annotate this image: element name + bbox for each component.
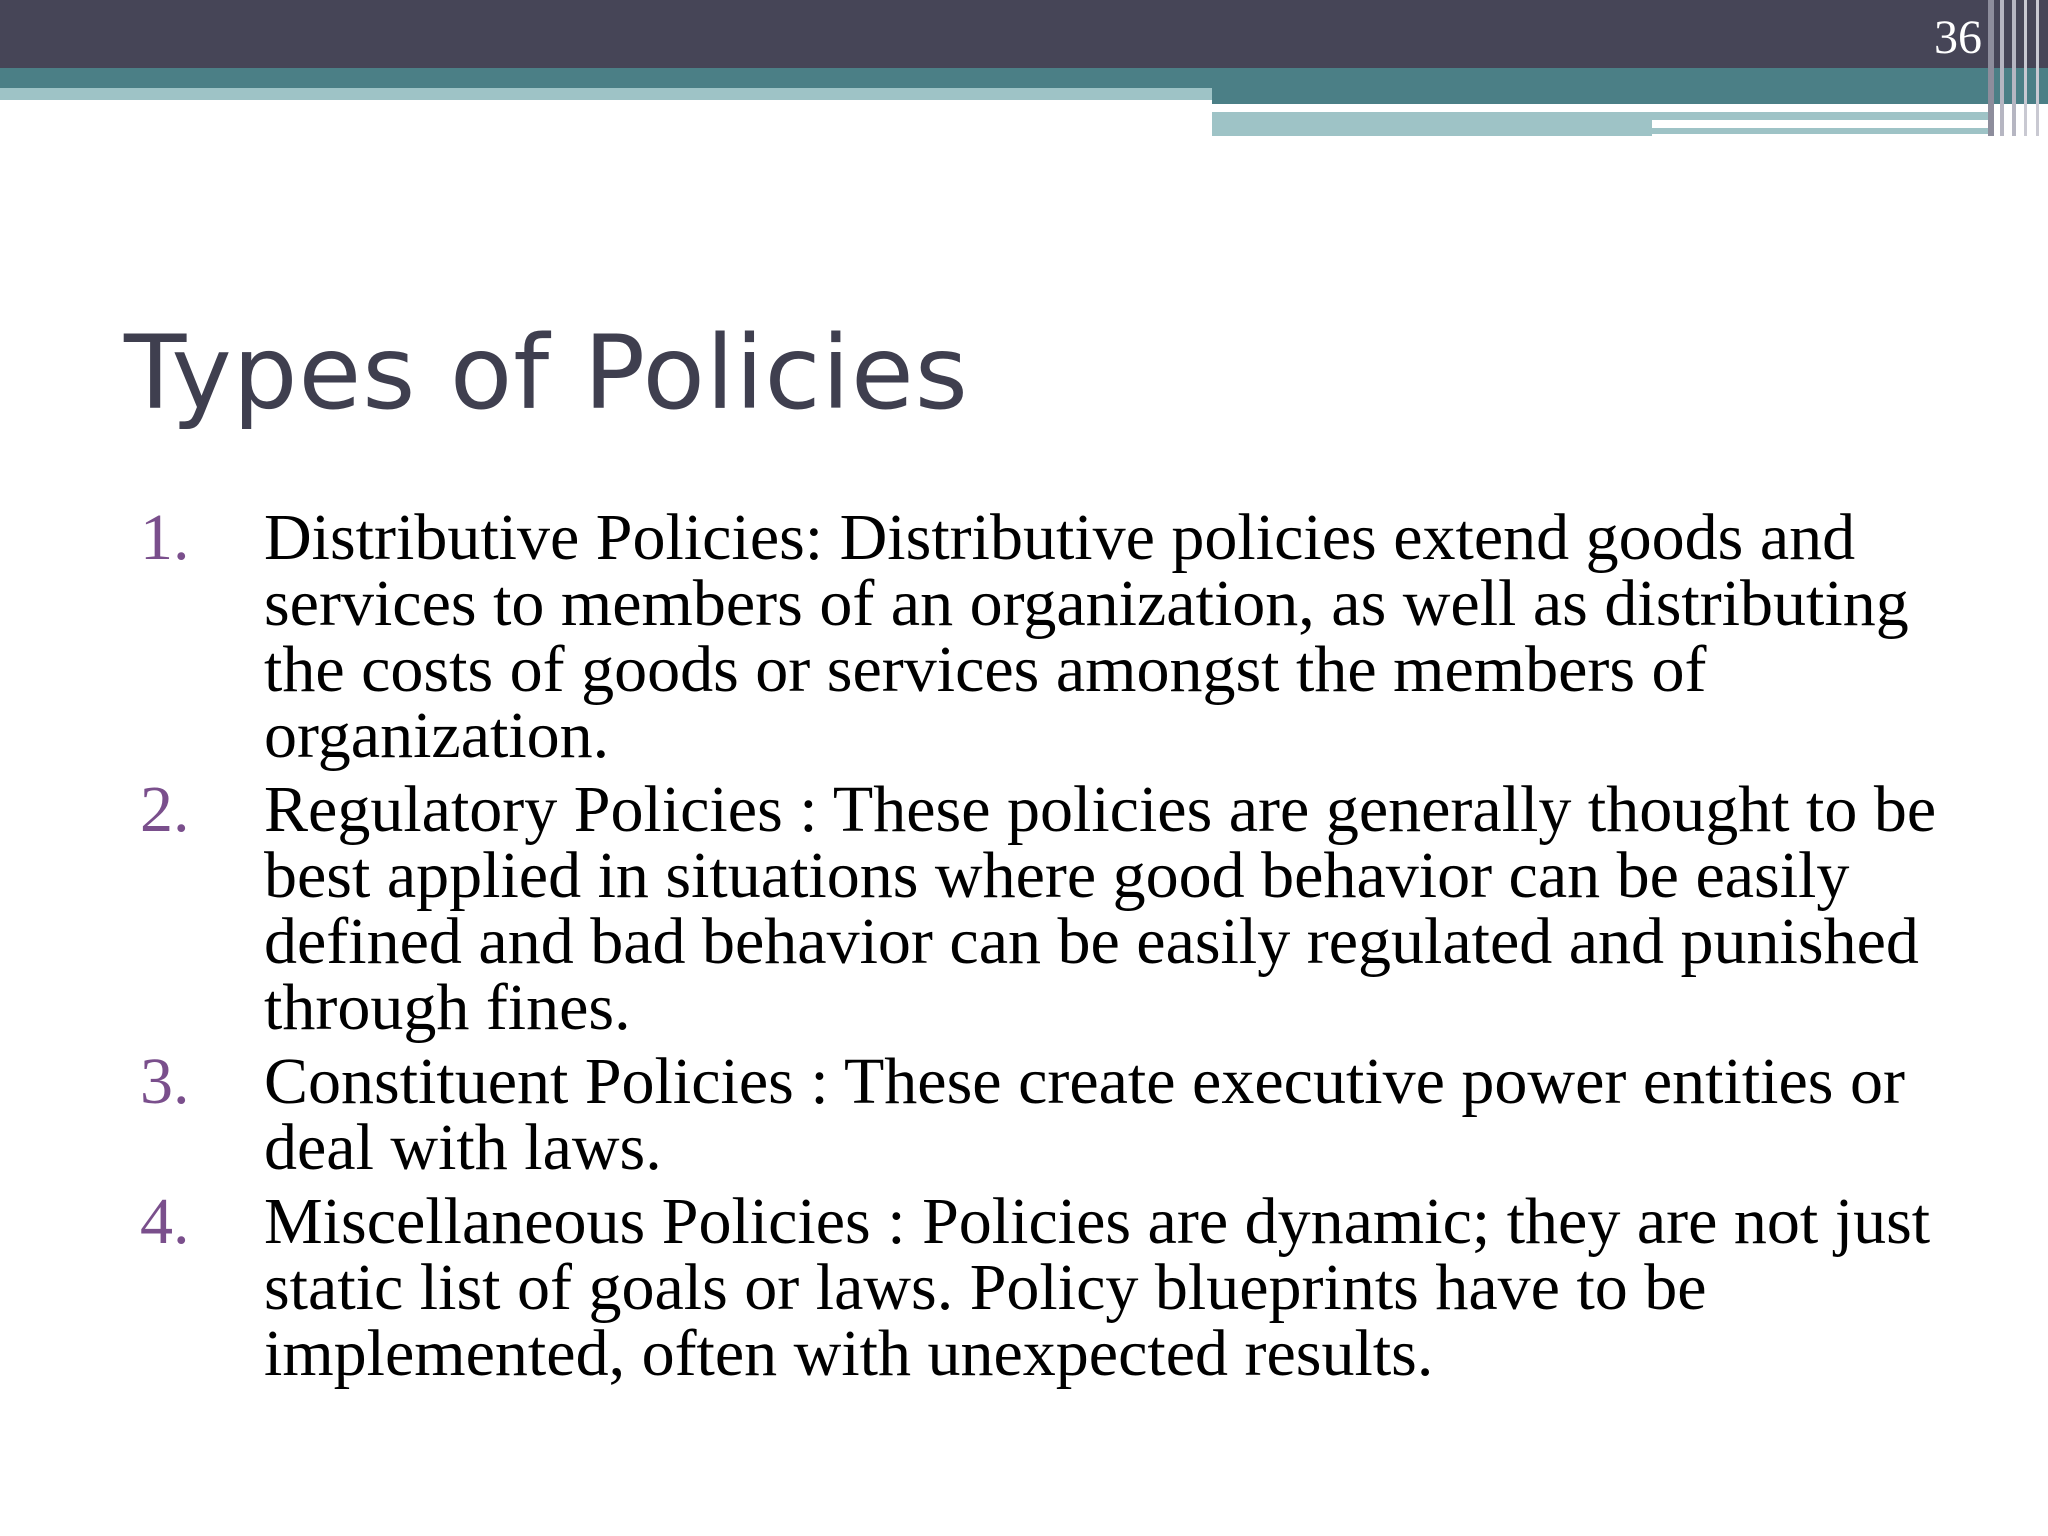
header-vertical-stripe: [2000, 0, 2004, 136]
list-item-number: 4.: [140, 1185, 190, 1258]
list-item-number: 1.: [140, 501, 190, 574]
header-band-dark: [0, 0, 2048, 68]
header-band-right-thin: [1652, 128, 1992, 134]
list-item-text: Regulatory Policies : These policies are generally thought to be best applied in situations where good behavior can be easily defined and bad behavior can be easily regulated and punished through fines.: [264, 773, 1937, 1044]
list-item: [140, 1045, 2020, 1184]
header-band-teal: [0, 68, 2048, 88]
header-band-right: [1212, 88, 2048, 104]
list-item: [140, 501, 2020, 772]
policy-list: [140, 501, 2020, 1395]
slide-number: 36: [1934, 11, 1982, 64]
header-band-gap: [1212, 104, 2048, 112]
list-item-text: Constituent Policies : These create executive power entities or deal with laws.: [264, 1045, 1905, 1184]
header-band-right-light-lower: [1212, 120, 1652, 136]
header-vertical-stripe: [1988, 0, 1994, 136]
header-vertical-stripe: [2024, 0, 2027, 136]
list-item-text: Miscellaneous Policies : Policies are dynamic; they are not just static list of goals or laws. Policy blueprints have to be implemented, often with unexpected results.: [264, 1185, 1931, 1390]
header-vertical-stripe: [2012, 0, 2016, 136]
list-item-number: 2.: [140, 773, 190, 846]
list-item-text: Distributive Policies: Distributive policies extend goods and services to members of an organization, as well as distributing the costs of goods or services amongst the members of organization.: [264, 501, 1909, 772]
list-item: [140, 773, 2020, 1044]
list-item: [140, 1185, 2020, 1390]
header-band-teal-light: [0, 88, 1212, 100]
header-band-right-light: [1212, 112, 1992, 120]
slide-title: Types of Policies: [124, 314, 969, 433]
header-vertical-stripe: [2036, 0, 2039, 136]
list-item-number: 3.: [140, 1045, 190, 1118]
